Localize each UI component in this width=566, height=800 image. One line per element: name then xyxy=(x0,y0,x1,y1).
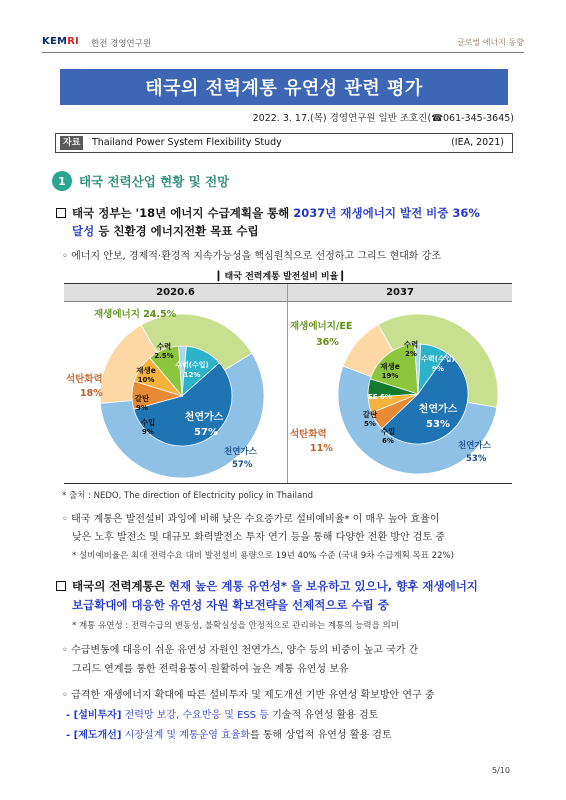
label-gas-inner-pct: 53% xyxy=(426,419,450,430)
page-title: 태국의 전력계통 유연성 관련 평가 xyxy=(145,78,423,99)
paragraph-2-note: * 설비예비율은 최대 전력수요 대비 발전설비 용량으로 19년 40% 수준 (국내 9차 수급계획 목표 22%) xyxy=(72,551,454,561)
label-renewables: 재생에너지/EE xyxy=(290,321,353,332)
label-gas-outer: 천연가스 xyxy=(458,441,491,451)
capacity-table xyxy=(64,283,512,484)
label-hydro: 수력 xyxy=(156,342,172,351)
label-coal: 석탄화력 xyxy=(66,374,103,385)
label-import: 수입 xyxy=(380,427,396,436)
label-hydro-pct: 2.5% xyxy=(154,352,174,360)
label-gas-inner-pct: 57% xyxy=(194,427,218,438)
label-renewable-e-pct: 19% xyxy=(381,372,399,380)
section-number: 1 xyxy=(52,171,72,191)
detail-institutional-reform: - [제도개선] 시장설계 및 계통운영 효율화를 통해 상업적 유연성 활용 검토 xyxy=(66,730,392,741)
label-import-pct: 9% xyxy=(142,428,154,436)
label-lignite-pct: 5% xyxy=(364,420,376,428)
kemri-logo: KEMRI xyxy=(42,36,79,47)
paragraph-2-line-2: 낮은 노후 발전소 및 대규모 화력발전소 투자 연기 등을 통해 다양한 전환 방안 검토 중 xyxy=(72,532,445,543)
page-number: 5/10 xyxy=(492,766,510,775)
header-org: 한전 경영연구원 xyxy=(91,39,152,49)
label-renewable-e-pct: 10% xyxy=(137,376,155,384)
label-ee: EE 6% xyxy=(368,393,392,401)
label-renewables: 재생에너지 24.5% xyxy=(94,309,177,320)
label-import-pct: 6% xyxy=(382,437,394,445)
checkbox-bullet-icon xyxy=(56,208,66,218)
label-hydro-import-pct: 12% xyxy=(183,371,201,379)
paragraph-4-line-1: ◦ 수급변동에 대응이 쉬운 유연성 자원인 천연가스, 양수 등의 비중이 높고 국가 간 xyxy=(62,645,419,656)
paragraph-1-line-1: 태국 정부는 '18년 에너지 수급계획을 통해 2037년 재생에너지 발전 비중 36% xyxy=(56,205,480,221)
label-hydro-import: 수력(수입) xyxy=(421,355,455,363)
label-lignite-pct: 9% xyxy=(136,404,148,412)
pie-chart-2020 xyxy=(64,303,287,484)
paragraph-1-sub: ◦ 에너지 안보, 경제적·환경적 지속가능성을 핵심원칙으로 선정하고 그리드 현대화 강조 xyxy=(62,251,441,262)
table-caption: ▎태국 전력계통 발전설비 비율 ▎ xyxy=(217,272,349,282)
header-divider xyxy=(42,52,524,53)
label-hydro-import: 수력(수입) xyxy=(175,361,209,369)
paragraph-3-line-2: 보급확대에 대응한 유연성 자원 확보전략을 선제적으로 수립 중 xyxy=(72,598,389,612)
label-gas-outer-pct: 57% xyxy=(232,460,253,470)
label-gas-inner: 천연가스 xyxy=(418,404,458,415)
checkbox-bullet-icon xyxy=(56,581,66,591)
paragraph-4-line-2: 그리드 연계를 통한 전력융통이 원활하여 높은 계통 유연성 보유 xyxy=(72,664,349,675)
label-hydro-pct: 2% xyxy=(405,350,417,358)
label-hydro: 수력 xyxy=(403,340,419,349)
paragraph-3-note: * 계통 유연성 : 전력수급의 변동성, 불확실성을 안정적으로 관리하는 계통의 능력을 의미 xyxy=(72,621,399,631)
table-header-2037: 2037 xyxy=(288,284,512,302)
label-renewable-e: 재생e xyxy=(380,362,400,371)
label-lignite: 갈탄 xyxy=(362,410,378,419)
dateline: 2022. 3. 17.(목) 경영연구원 일반 조호진(☎061-345-3645) xyxy=(252,113,514,124)
paragraph-2-line-1: ◦ 태국 계통은 발전설비 과잉에 비해 낮은 수요증가로 설비예비율* 이 매우 높아 효율이 xyxy=(62,514,440,525)
paragraph-3-line-1: 태국의 전력계통은 현재 높은 계통 유연성* 을 보유하고 있으나, 향후 재생에너지 xyxy=(56,578,478,594)
source-org: (IEA, 2021) xyxy=(451,137,504,148)
table-header-2020: 2020.6 xyxy=(64,284,287,302)
label-renewable-e: 재생e xyxy=(136,366,156,375)
label-coal-pct: 18% xyxy=(80,388,103,399)
label-renewables-pct: 36% xyxy=(316,337,339,348)
detail-facility-investment: - [설비투자] 전력망 보강, 수요반응 및 ESS 등 기술적 유연성 활용 검토 xyxy=(66,710,379,721)
label-lignite: 갈탄 xyxy=(134,394,150,403)
paragraph-5: ◦ 급격한 재생에너지 확대에 따른 설비투자 및 제도개선 기반 유연성 확보방안 연구 중 xyxy=(62,690,435,701)
label-gas-outer-pct: 53% xyxy=(466,454,487,464)
header-section: 글로벌 에너지 동향 xyxy=(457,38,524,47)
source-box xyxy=(55,133,513,153)
label-gas-outer: 천연가스 xyxy=(224,447,257,457)
section-label: 태국 전력산업 현황 및 전망 xyxy=(79,174,230,189)
section-heading xyxy=(52,171,229,191)
label-coal-pct: 11% xyxy=(310,443,333,454)
pie-chart-2037 xyxy=(288,303,512,484)
paragraph-1-line-2: 달성 등 친환경 에너지전환 목표 수립 xyxy=(72,224,259,238)
page-header xyxy=(42,36,524,50)
label-gas-inner: 천연가스 xyxy=(184,412,224,423)
source-tag: 자료 xyxy=(60,136,83,150)
title-banner xyxy=(60,69,508,105)
source-name: Thailand Power System Flexibility Study xyxy=(92,137,282,148)
label-hydro-import-pct: 9% xyxy=(432,365,444,373)
chart-source: * 출처 : NEDO, The direction of Electricity policy in Thailand xyxy=(62,491,313,501)
label-coal: 석탄화력 xyxy=(290,429,327,440)
label-import: 수입 xyxy=(140,418,156,427)
